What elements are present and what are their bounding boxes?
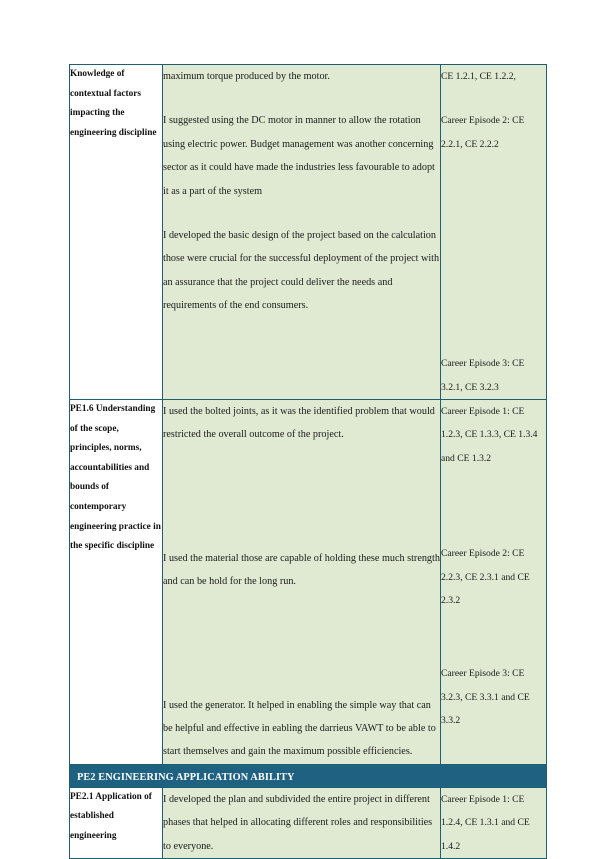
- competency-table-container: [69, 64, 546, 859]
- reference-cell: [441, 400, 547, 765]
- reference-spacer: [441, 156, 546, 352]
- table-row: [70, 400, 547, 765]
- reference-spacer: [441, 612, 546, 662]
- competency-table: [69, 64, 547, 859]
- evidence-paragraph: I used the material those are capable of holding these much strength and can be hold for the long run.: [163, 552, 440, 588]
- section-heading-cell: [70, 764, 547, 787]
- criteria-text: Knowledge of contextual factors impacting the engineering discipline: [70, 69, 157, 138]
- evidence-cell: [163, 787, 441, 858]
- criteria-text: PE2.1 Application of established engineering: [70, 791, 152, 842]
- section-heading-row: [70, 764, 547, 787]
- evidence-paragraph: I used the bolted joints, as it was the identified problem that would restricted the overall outcome of the project.: [163, 406, 435, 441]
- reference-entry: Career Episode 1: CE 1.2.3, CE 1.3.3, CE 1.3.4 and CE 1.3.2: [441, 406, 538, 464]
- evidence-paragraph: maximum torque produced by the motor.: [163, 71, 330, 82]
- evidence-paragraph: I suggested using the DC motor in manner to allow the rotation using electric power. Budget management was another concerning sector as it could have made the industries less favourable to adopt it as a part of the system: [163, 115, 435, 197]
- criteria-text: PE1.6 Understanding of the scope, principles, norms, accountabilities and bounds of contemporary engineering practice in the specific discipline: [70, 404, 161, 552]
- reference-entry: Career Episode 1: CE 1.2.4, CE 1.3.1 and CE 1.4.2: [441, 793, 530, 852]
- reference-cell: [441, 787, 547, 858]
- criteria-cell: [70, 65, 163, 400]
- section-heading-text: PE2 ENGINEERING APPLICATION ABILITY: [77, 771, 295, 783]
- criteria-cell: [70, 787, 163, 858]
- evidence-cell: [163, 65, 441, 400]
- paragraph-spacer: [163, 594, 440, 694]
- reference-spacer: [441, 88, 546, 109]
- reference-entry: CE 1.2.1, CE 1.2.2,: [441, 71, 516, 82]
- reference-entry: Career Episode 3: CE 3.2.3, CE 3.3.1 and CE 3.3.2: [441, 668, 530, 727]
- paragraph-spacer: [163, 88, 440, 109]
- evidence-paragraph: I developed the basic design of the project based on the calculation those were crucial for the successful deployment of the project with an assurance that the project could deliver the needs and requirements of the end consumers.: [163, 230, 440, 312]
- reference-cell: [441, 65, 547, 400]
- reference-entry: Career Episode 2: CE 2.2.1, CE 2.2.2: [441, 115, 525, 150]
- criteria-cell: [70, 400, 163, 765]
- table-row: [70, 65, 547, 400]
- evidence-paragraph: I used the generator. It helped in enabling the simple way that can be helpful and effective in eabling the darrieus VAWT to be able to start themselves and gain the maximum possible efficiencies.: [163, 699, 436, 758]
- table-row: [70, 787, 547, 858]
- evidence-cell: [163, 400, 441, 765]
- evidence-paragraph: I developed the plan and subdivided the entire project in different phases that helped in allocating different roles and responsibilities to everyone.: [163, 793, 433, 852]
- paragraph-spacer: [163, 203, 440, 224]
- reference-spacer: [441, 470, 546, 542]
- reference-entry: Career Episode 2: CE 2.2.3, CE 2.3.1 and CE 2.3.2: [441, 548, 530, 607]
- reference-entry: Career Episode 3: CE 3.2.1, CE 3.2.3: [441, 358, 525, 393]
- paragraph-spacer: [163, 447, 440, 547]
